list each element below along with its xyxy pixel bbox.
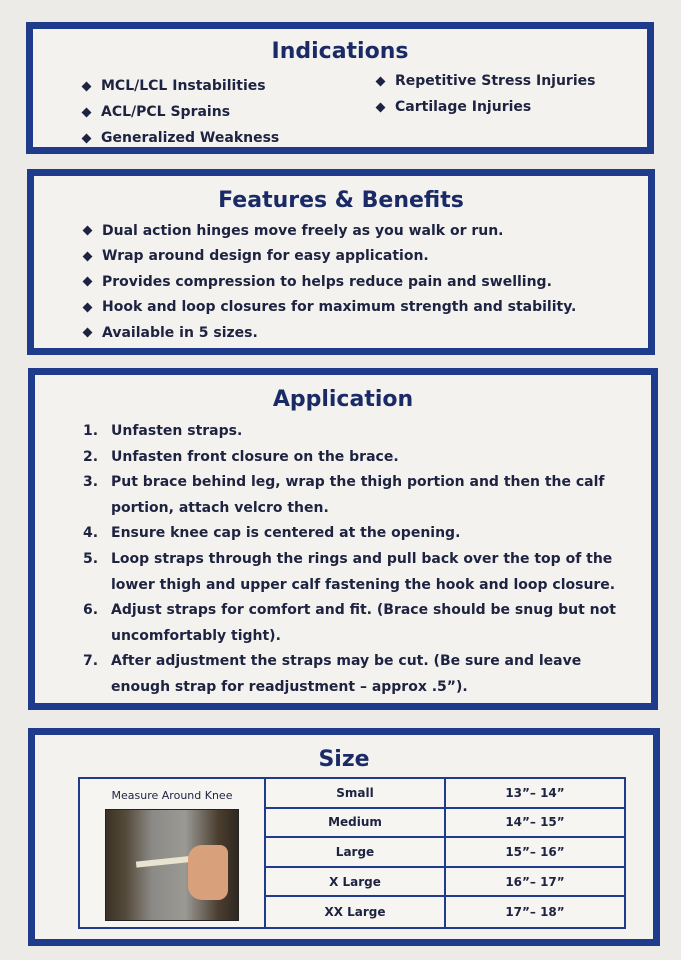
- table-row: [266, 838, 624, 868]
- size-name: XX Large: [266, 897, 446, 927]
- diamond-bullet-icon: [376, 76, 386, 86]
- size-range: 14”– 15”: [505, 815, 565, 830]
- diamond-bullet-icon: [83, 328, 93, 338]
- step-item: 5. Loop straps through the rings and pull back over the top of the lower thigh and upper calf fastening the hook and loop closure.: [83, 550, 616, 593]
- list-item: Available in 5 sizes.: [84, 320, 576, 346]
- size-name: Small: [266, 779, 446, 807]
- application-panel: [28, 368, 658, 710]
- list-item: Cartilage Injuries: [377, 94, 595, 120]
- list-item: Wrap around design for easy application.: [84, 244, 576, 270]
- step-item: 6. Adjust straps for comfort and fit. (Brace should be snug but not uncomfortably tight).: [83, 602, 616, 644]
- size-range: 16”– 17”: [505, 874, 565, 889]
- measure-label: Measure Around Knee: [111, 789, 233, 802]
- diamond-bullet-icon: [83, 302, 93, 312]
- size-table: [78, 777, 626, 929]
- diamond-bullet-icon: [82, 107, 92, 117]
- size-range: 15”– 16”: [505, 844, 565, 859]
- list-item: Dual action hinges move freely as you walk or run.: [84, 218, 576, 244]
- size-rows: [266, 779, 624, 927]
- list-item: MCL/LCL Instabilities: [83, 73, 279, 99]
- list-item: Generalized Weakness: [83, 125, 279, 151]
- diamond-bullet-icon: [83, 251, 93, 261]
- step-item: 1. Unfasten straps.: [83, 423, 243, 439]
- diamond-bullet-icon: [376, 102, 386, 112]
- table-row: [266, 779, 624, 809]
- indications-right-list: [377, 68, 595, 120]
- hand: [188, 845, 228, 900]
- size-title: Size: [318, 747, 370, 772]
- step-item: 3. Put brace behind leg, wrap the thigh portion and then the calf portion, attach velcro then.: [83, 474, 605, 516]
- size-panel: [28, 728, 660, 946]
- measure-cell: [80, 779, 266, 927]
- table-row: [266, 897, 624, 927]
- application-steps: [83, 419, 643, 701]
- indications-panel: [26, 22, 654, 154]
- size-name: Medium: [266, 809, 446, 837]
- list-item: ACL/PCL Sprains: [83, 99, 279, 125]
- size-name: Large: [266, 838, 446, 866]
- step-item: 7. After adjustment the straps may be cut. (Be sure and leave enough strap for readjustment – approx .5”).: [83, 653, 582, 695]
- step-item: 2. Unfasten front closure on the brace.: [83, 448, 399, 465]
- diamond-bullet-icon: [82, 81, 92, 91]
- size-name: X Large: [266, 868, 446, 896]
- indications-left-list: [83, 73, 279, 151]
- indications-title: Indications: [271, 39, 409, 64]
- diamond-bullet-icon: [82, 133, 92, 143]
- table-row: [266, 809, 624, 839]
- diamond-bullet-icon: [83, 277, 93, 287]
- features-title: Features & Benefits: [218, 188, 464, 213]
- size-range: 13”– 14”: [505, 785, 565, 800]
- application-title: Application: [272, 387, 414, 412]
- step-item: 4. Ensure knee cap is centered at the opening.: [83, 525, 461, 542]
- size-range: 17”– 18”: [505, 905, 565, 920]
- list-item: Hook and loop closures for maximum strength and stability.: [84, 295, 576, 321]
- table-row: [266, 868, 624, 898]
- list-item: Repetitive Stress Injuries: [377, 68, 595, 94]
- features-panel: [27, 169, 655, 355]
- diamond-bullet-icon: [83, 226, 93, 236]
- knee-measuring-photo: [105, 809, 239, 921]
- list-item: Provides compression to helps reduce pain and swelling.: [84, 269, 576, 295]
- features-list: [84, 218, 576, 346]
